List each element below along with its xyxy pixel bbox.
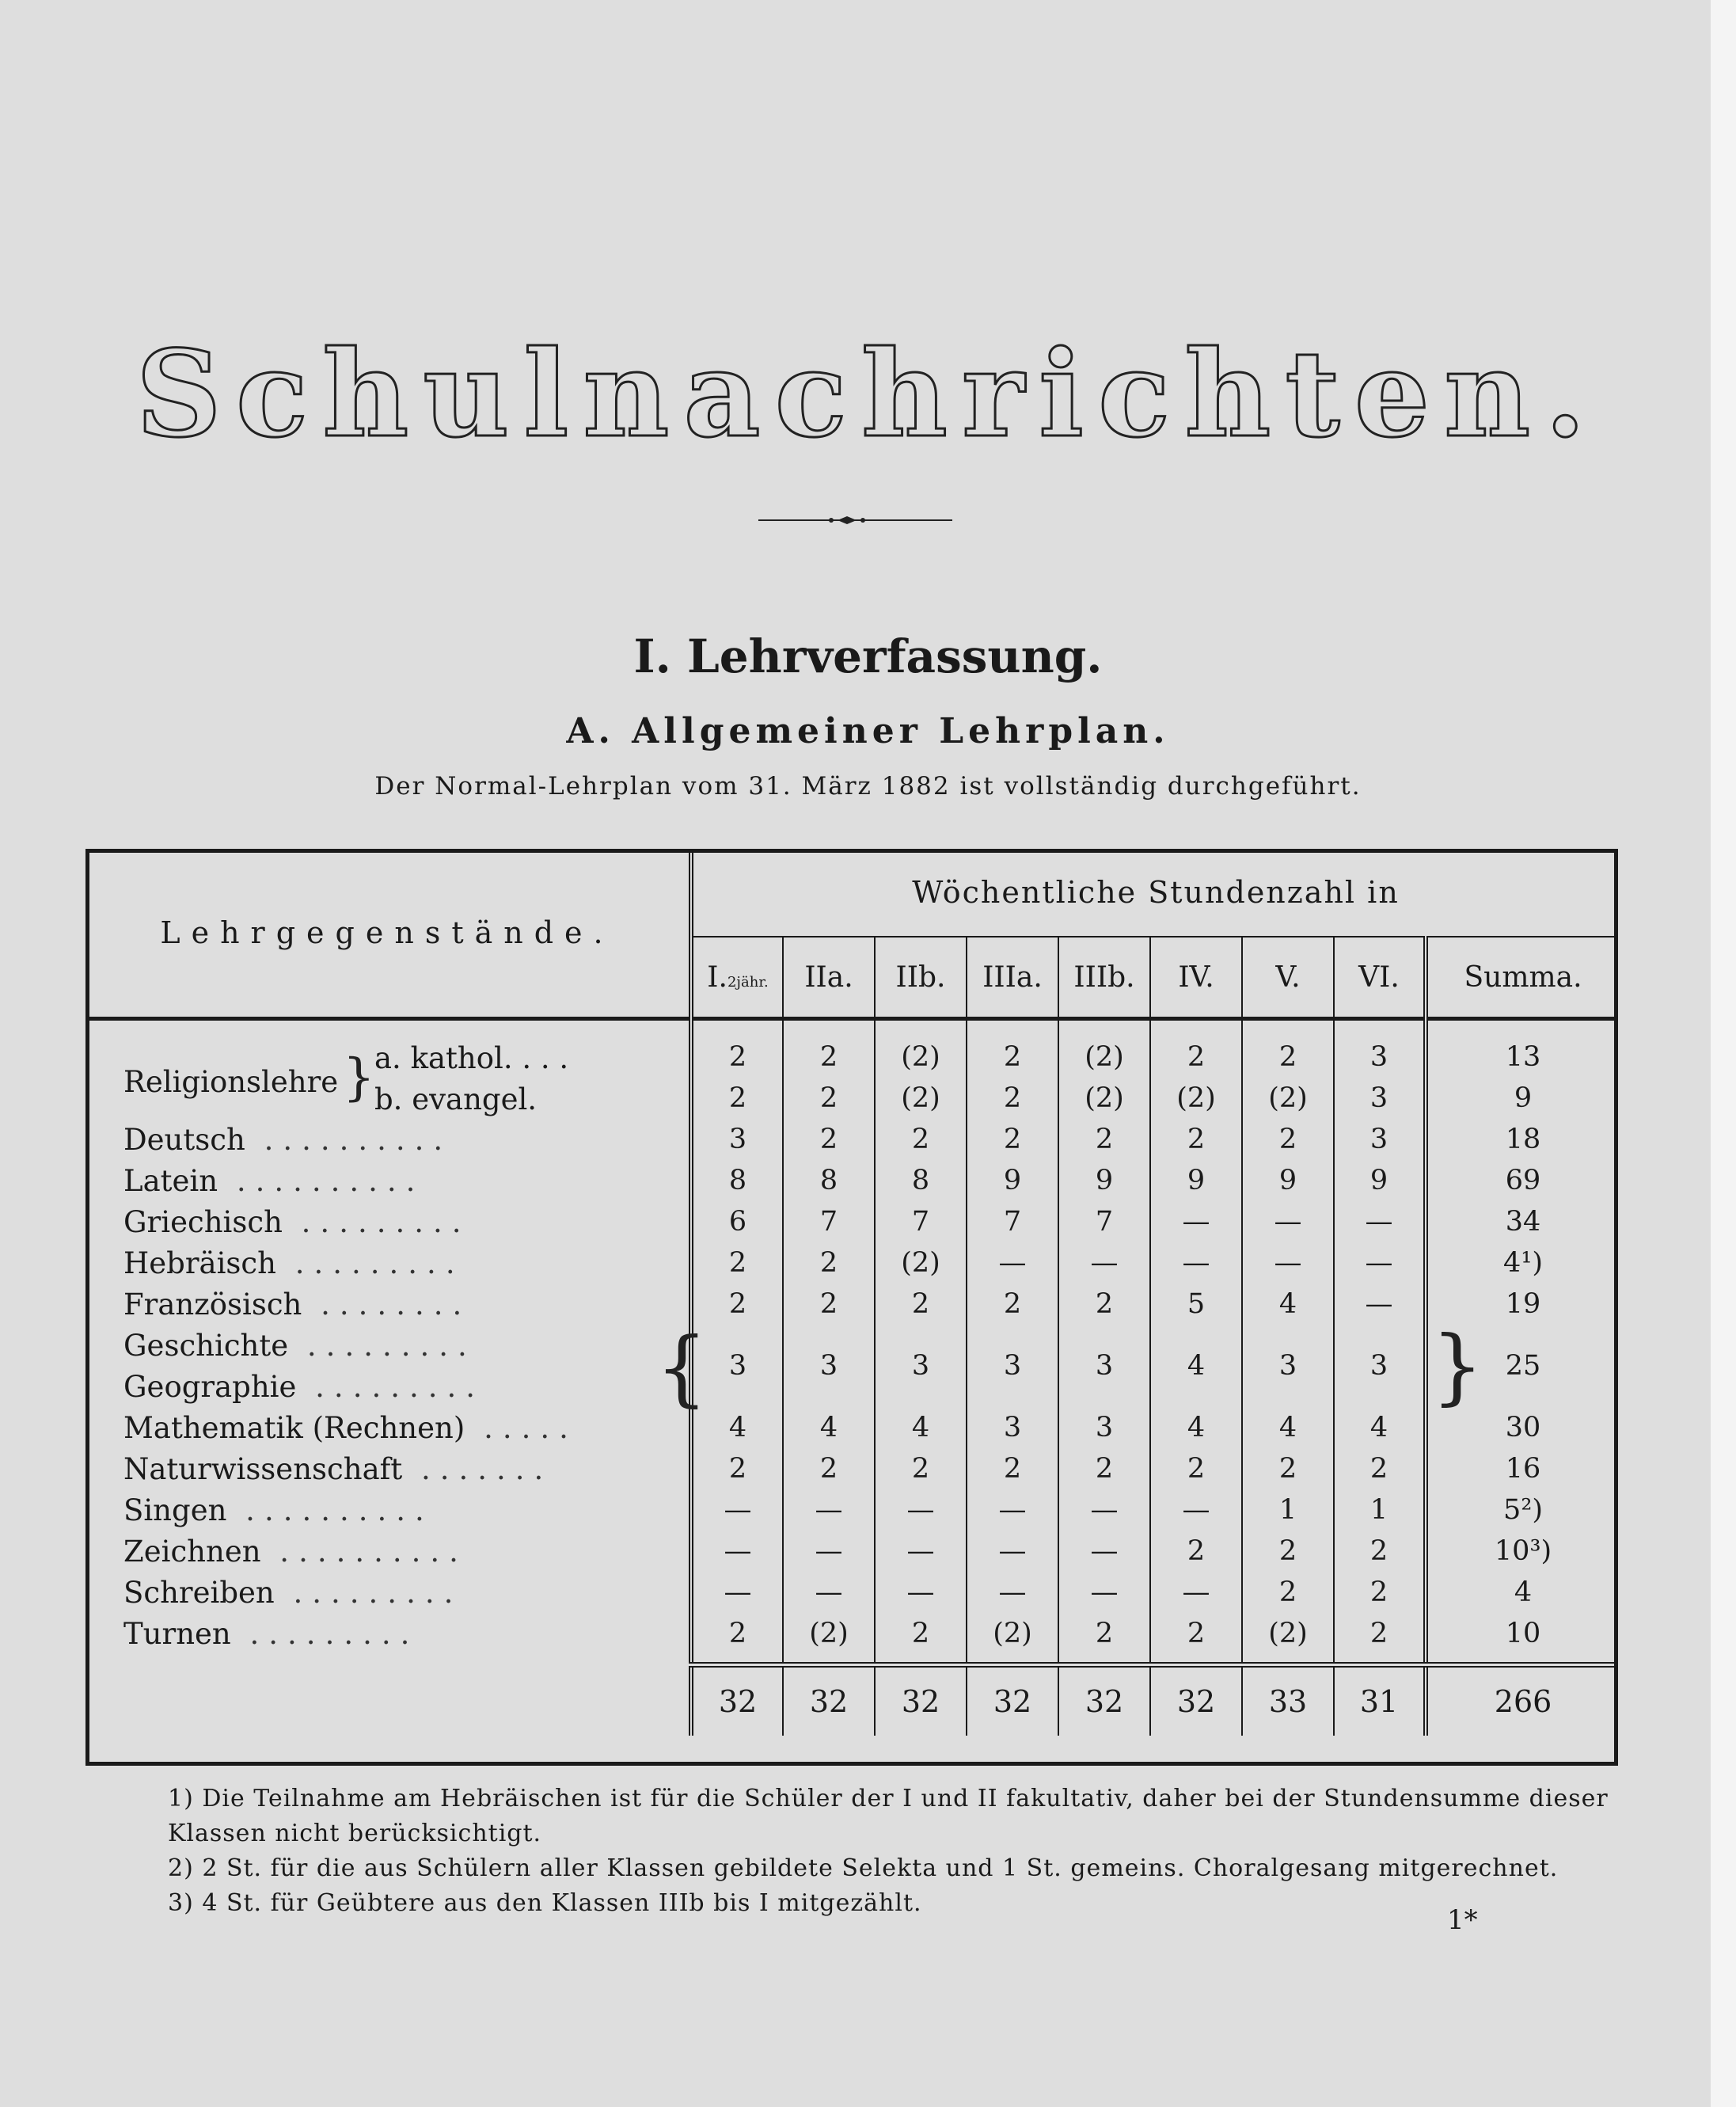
table-cell: — [691,1489,783,1531]
sum-cell: 30 [1426,1407,1618,1448]
leader-dots: ......... [274,1575,463,1610]
table-cell: — [1058,1489,1150,1531]
table-cell: (2) [875,1078,967,1119]
spacer-cell [1150,1019,1242,1037]
table-cell: 31 [1334,1665,1426,1736]
table-cell: (2) [1058,1036,1150,1078]
subject-label: Turnen [123,1616,231,1651]
subject-cell [85,1572,691,1613]
spacer-cell [1426,1654,1618,1665]
column-header [1058,937,1150,1019]
leader-dots: ......... [275,1246,465,1280]
table-cell: 2 [1150,1613,1242,1654]
table-cell: 2 [691,1242,783,1284]
leader-dots: .......... [260,1534,468,1569]
table-cell: 9 [1334,1160,1426,1201]
table-cell: 32 [691,1665,783,1736]
sum-cell: 34 [1426,1201,1618,1242]
spacer-cell [691,1019,783,1037]
table-cell: 3 [1058,1325,1150,1407]
leader-dots: .......... [245,1122,453,1157]
spacer-cell [783,1019,875,1037]
table-cell: 2 [875,1284,967,1325]
table-cell: 2 [1242,1572,1334,1613]
table-cell: 4 [691,1407,783,1448]
leader-dots: .......... [226,1493,434,1527]
leader-dots: .......... [218,1163,425,1198]
table-cell: 2 [1242,1531,1334,1572]
table-cell: — [875,1489,967,1531]
table-cell: (2) [967,1613,1058,1654]
leader-dots: ....... [402,1451,553,1486]
table-cell: 3 [1334,1325,1426,1407]
sum-cell: 4 [1426,1572,1618,1613]
table-cell: 2 [967,1448,1058,1489]
table-cell: 3 [875,1325,967,1407]
table-cell: 2 [1242,1448,1334,1489]
table-cell: 4 [1150,1407,1242,1448]
column-label: IIb. [895,960,946,994]
subject-label: Naturwissenschaft [123,1451,403,1486]
table-cell: 2 [1058,1284,1150,1325]
intro-text: Der Normal-Lehrplan vom 31. März 1882 ist vollständig durchgeführt. [374,772,1362,801]
table-cell: — [967,1489,1058,1531]
table-row [85,1572,1618,1613]
table-cell: — [875,1531,967,1572]
subject-label: Zeichnen [123,1534,261,1569]
spacer-row [85,1019,1618,1037]
subject-label: Geographie [123,1369,297,1404]
leader-dots: ......... [288,1328,477,1363]
table-cell: 2 [783,1242,875,1284]
table-cell: 9 [1058,1160,1150,1201]
table-cell: 4 [1242,1284,1334,1325]
column-header [783,937,875,1019]
subject-cell [85,1613,691,1654]
ornament-divider [758,515,952,526]
table-cell: — [691,1572,783,1613]
column-label: IIIb. [1073,960,1135,994]
table-cell: (2) [1058,1078,1150,1119]
sum-cell: 13 [1426,1036,1618,1078]
subject-cell [85,1531,691,1572]
table-cell: 2 [1334,1531,1426,1572]
sum-header: Summa. [1426,937,1618,1019]
subject-label: Geschichte [123,1328,289,1363]
section-title: I. Lehrverfassung. [633,629,1103,683]
table-row [85,1284,1618,1325]
table-cell: — [1150,1201,1242,1242]
spacer-cell [1150,1654,1242,1665]
column-label-suffix: 2jähr. [727,973,769,991]
table-cell: 2 [1058,1119,1150,1160]
table-cell: 2 [783,1284,875,1325]
table-cell: 3 [1334,1036,1426,1078]
column-header [875,937,967,1019]
table-cell: 1 [1334,1489,1426,1531]
table-cell: 32 [875,1665,967,1736]
column-header [1150,937,1242,1019]
spacer-cell [967,1019,1058,1037]
table-row [85,1160,1618,1201]
sum-cell: 10³) [1426,1531,1618,1572]
table-cell: 3 [1334,1119,1426,1160]
table-cell: 32 [783,1665,875,1736]
table-row [85,1119,1618,1160]
table-cell: 5 [1150,1284,1242,1325]
footnote-2: 2) 2 St. für die aus Schülern aller Klassen gebildete Selekta und 1 St. gemeins. Choralgesang mitgerechnet. [168,1854,1559,1882]
table-cell: — [1058,1572,1150,1613]
weekly-hours-header: Wöchentliche Stundenzahl in [691,849,1618,937]
table-row [85,1448,1618,1489]
table-cell: — [783,1489,875,1531]
table-row [85,1489,1618,1531]
table-cell: 2 [1242,1036,1334,1078]
subject-cell: Geschichte ......... { [85,1325,691,1366]
table-cell: — [1150,1242,1242,1284]
sum-cell: 16 [1426,1448,1618,1489]
sum-cell: 9 [1426,1078,1618,1119]
column-header [967,937,1058,1019]
religion-sub-label: a. kathol. . . . [374,1041,569,1075]
table-cell: 2 [1242,1119,1334,1160]
table-cell: 2 [1334,1448,1426,1489]
sum-cell: 5²) [1426,1489,1618,1531]
spacer-cell [85,1654,691,1665]
table-cell: 8 [783,1160,875,1201]
table-cell: 9 [1242,1160,1334,1201]
sum-value: 25 [1505,1350,1541,1382]
column-label: IIa. [804,960,853,994]
subject-cell: Religionslehre } a. kathol. . . . b. evangel. [85,1036,691,1119]
table-cell: 2 [967,1119,1058,1160]
table-cell: 2 [1150,1119,1242,1160]
subject-cell [85,1407,691,1448]
page-signature: 1* [1447,1904,1478,1936]
column-label: IIIa. [982,960,1043,994]
subject-cell [85,1160,691,1201]
table-row [85,1613,1618,1654]
table-cell: — [1150,1572,1242,1613]
spacer-cell [1334,1654,1426,1665]
subject-header: Lehrgegenstände. [85,849,691,1019]
subject-label: Deutsch [123,1122,245,1157]
subject-label: Singen [123,1493,227,1527]
table-cell: 1 [1242,1489,1334,1531]
table-cell: 2 [1150,1036,1242,1078]
table-cell: 3 [1242,1325,1334,1407]
spacer-cell [783,1654,875,1665]
subject-cell [85,1448,691,1489]
table-cell: 7 [783,1201,875,1242]
table-cell: 7 [875,1201,967,1242]
spacer-cell [967,1654,1058,1665]
table-cell: 2 [967,1078,1058,1119]
table-cell: 4 [1334,1407,1426,1448]
table-row [85,1531,1618,1572]
subject-label: Griechisch [123,1204,283,1239]
table-cell: 3 [967,1325,1058,1407]
spacer-cell [1058,1019,1150,1037]
table-cell: 32 [1058,1665,1150,1736]
table-cell: (2) [1242,1613,1334,1654]
table-cell: 2 [691,1613,783,1654]
leader-dots: ......... [296,1369,485,1404]
footnote-1: 1) Die Teilnahme am Hebräischen ist für die Schüler der I und II fakultativ, daher bei der Stundensumme dieser Klassen nicht berücksichtigt. [168,1785,1609,1847]
subject-label: Französisch [123,1287,302,1322]
spacer-cell [85,1019,691,1037]
table-cell: 2 [783,1448,875,1489]
table-cell: 3 [691,1325,783,1407]
table-cell: — [1058,1531,1150,1572]
table-cell: 3 [783,1325,875,1407]
table-cell: 33 [1242,1665,1334,1736]
subsection-title: A. Allgemeiner Lehrplan. [566,711,1170,751]
table-cell: — [1058,1242,1150,1284]
subject-label: Schreiben [123,1575,275,1610]
table-cell: 2 [875,1613,967,1654]
leader-dots: ......... [230,1616,420,1651]
spacer-cell [875,1019,967,1037]
column-label: I. [707,960,727,994]
table-row [85,1036,1618,1078]
table-cell: — [967,1242,1058,1284]
table-cell: (2) [1150,1078,1242,1119]
table-cell: (2) [875,1242,967,1284]
page-margin-strip [1711,0,1736,2107]
lehrplan-table [85,849,1618,1736]
table-row [85,1201,1618,1242]
table-cell: (2) [1242,1078,1334,1119]
leader-dots: ......... [282,1204,471,1239]
subject-label: Mathematik (Rechnen) [123,1410,465,1445]
main-title: Schulnachrichten. [135,325,1601,464]
table-cell: 2 [691,1448,783,1489]
table-cell: 2 [875,1119,967,1160]
column-label: VI. [1358,960,1400,994]
table-cell: 2 [691,1078,783,1119]
table-cell: 2 [1334,1613,1426,1654]
table-cell: 2 [875,1448,967,1489]
spacer-row [85,1654,1618,1665]
sum-cell: 10 [1426,1613,1618,1654]
table-cell: 3 [1334,1078,1426,1119]
table-cell: 3 [691,1119,783,1160]
subject-cell [85,1242,691,1284]
table-cell: — [967,1531,1058,1572]
table-cell: 32 [967,1665,1058,1736]
subject-label: Latein [123,1163,218,1198]
table-cell: 2 [1058,1448,1150,1489]
column-label: V. [1275,960,1301,994]
spacer-cell [1242,1654,1334,1665]
table-cell: 4 [875,1407,967,1448]
table-row [85,1407,1618,1448]
leader-dots: ........ [302,1287,472,1322]
table-cell: 3 [1058,1407,1150,1448]
table-cell: 2 [783,1119,875,1160]
sum-cell: 19 [1426,1284,1618,1325]
spacer-cell [1426,1019,1618,1037]
table-cell: — [783,1531,875,1572]
spacer-cell [1058,1654,1150,1665]
table-row [85,1242,1618,1284]
table-cell: — [783,1572,875,1613]
table-cell: — [691,1531,783,1572]
subject-cell [85,1119,691,1160]
table-cell: 2 [1150,1448,1242,1489]
table-cell: 2 [691,1284,783,1325]
table-cell: 4 [1242,1407,1334,1448]
table-cell: — [967,1572,1058,1613]
footnote-3: 3) 4 St. für Geübtere aus den Klassen IIIb bis I mitgezählt. [168,1889,922,1917]
column-label: IV. [1178,960,1214,994]
table-cell: 8 [875,1160,967,1201]
column-header [691,937,783,1019]
table-cell: 2 [1058,1613,1150,1654]
table-cell: — [1334,1242,1426,1284]
sum-cell: 4¹) [1426,1242,1618,1284]
spacer-cell [1242,1019,1334,1037]
sum-cell: 18 [1426,1119,1618,1160]
table-cell: 2 [967,1284,1058,1325]
table-cell: 32 [1150,1665,1242,1736]
subject-cell [85,1366,691,1407]
religion-sub-label: b. evangel. [374,1082,538,1116]
table-cell: (2) [783,1613,875,1654]
subject-cell [85,1201,691,1242]
leader-dots: ..... [465,1410,578,1445]
table-cell: 2 [783,1078,875,1119]
table-cell: — [875,1572,967,1613]
table-cell: 8 [691,1160,783,1201]
table-cell: 3 [967,1407,1058,1448]
table-cell: 6 [691,1201,783,1242]
spacer-cell [691,1654,783,1665]
table-cell: 9 [1150,1160,1242,1201]
table-cell: 2 [783,1036,875,1078]
table-row [85,1325,1618,1366]
spacer-cell [1334,1019,1426,1037]
table-cell: (2) [875,1036,967,1078]
footnotes [168,1782,1609,1917]
table-cell: 7 [1058,1201,1150,1242]
table-cell: — [1242,1242,1334,1284]
sum-cell: 266 [1426,1665,1618,1736]
sum-cell: } 25 [1426,1325,1618,1407]
table-cell: 2 [691,1036,783,1078]
spacer-cell [875,1654,967,1665]
sum-cell: 69 [1426,1160,1618,1201]
religion-label: Religionslehre [123,1065,339,1099]
table-cell: — [1334,1284,1426,1325]
table-cell: 2 [1150,1531,1242,1572]
table-cell: 7 [967,1201,1058,1242]
column-header [1334,937,1426,1019]
table-cell: 9 [967,1160,1058,1201]
totals-row [85,1665,1618,1736]
table-cell: 4 [1150,1325,1242,1407]
table-cell: 2 [967,1036,1058,1078]
table-cell: — [1150,1489,1242,1531]
table-cell: — [1334,1201,1426,1242]
subject-label: Hebräisch [123,1246,276,1280]
table-cell: 2 [1334,1572,1426,1613]
totals-label-cell [85,1665,691,1736]
table-cell: 4 [783,1407,875,1448]
column-header [1242,937,1334,1019]
table-cell: — [1242,1201,1334,1242]
subject-cell [85,1284,691,1325]
subject-cell [85,1489,691,1531]
